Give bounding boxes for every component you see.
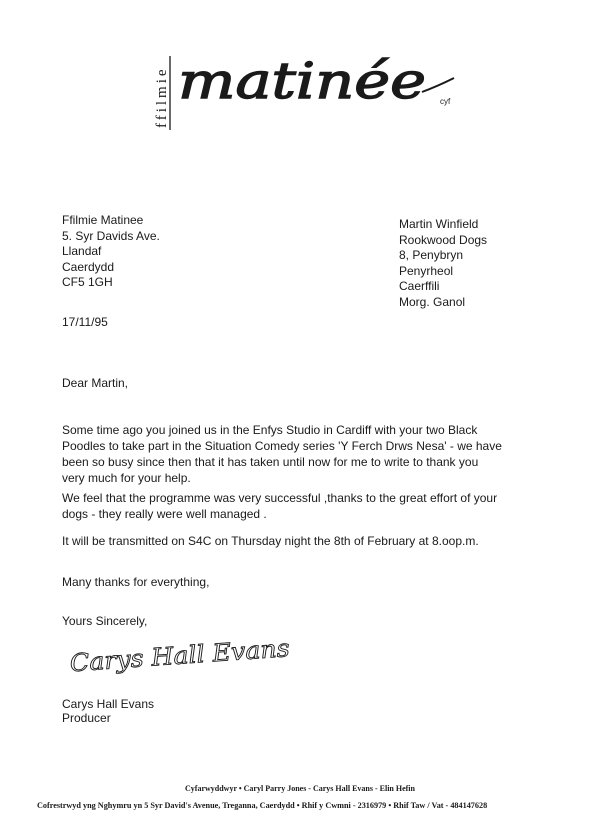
signatory-block [62, 697, 154, 725]
thanks-line: Many thanks for everything, [62, 575, 210, 589]
paragraph-line: We feel that the programme was very successful ,thanks to the great effort of your [62, 491, 498, 505]
footer-directors: Cyfarwyddwyr • Caryl Parry Jones - Carys Hall Evans - Elin Hefin [185, 784, 415, 793]
sender-line: Llandaf [62, 244, 102, 258]
paragraph-line: Some time ago you joined us in the Enfys Studio in Cardiff with your two Black [62, 423, 478, 437]
recipient-line: Morg. Ganol [399, 294, 466, 309]
salutation: Dear Martin, [62, 376, 129, 390]
recipient-line: Rookwood Dogs [399, 232, 488, 247]
paragraph-line: dogs - they really were well managed . [62, 507, 267, 521]
sender-line: 5. Syr Davids Ave. [62, 228, 160, 243]
recipient-line: Caerffili [399, 279, 440, 293]
sender-address [62, 213, 160, 291]
recipient-line: Penyrheol [399, 263, 454, 278]
letterhead-suffix: cyf [440, 97, 451, 106]
footer-registration: Cofrestrwyd yng Nghymru yn 5 Syr David's Avenue, Treganna, Caerdydd • Rhif y Cwmni - 2316979 • Rhif Taw / Vat - 484147628 [37, 801, 488, 810]
handwritten-signature [66, 630, 306, 678]
sender-line: Ffilmie Matinee [62, 213, 144, 227]
recipient-address [399, 217, 487, 310]
signature-text: Carys Hall Evans [69, 634, 280, 678]
letterhead-side-text: ffilmie [154, 66, 170, 128]
signatory-name: Carys Hall Evans [62, 697, 155, 711]
letterhead-logo-text: matinée [178, 52, 426, 110]
sender-line: CF5 1GH [62, 275, 113, 289]
paragraph-line: Poodles to take part in the Situation Comedy series 'Y Ferch Drws Nesa' - we have [62, 439, 502, 453]
recipient-line: Martin Winfield [399, 217, 479, 231]
body-paragraph-3: It will be transmitted on S4C on Thursday night the 8th of February at 8.oop.m. [62, 534, 479, 548]
signatory-title: Producer [62, 711, 111, 725]
letterhead-logo [154, 42, 464, 134]
paragraph-line: been so busy since then that it has taken until now for me to write to thank you [62, 455, 479, 469]
recipient-line: 8, Penybryn [399, 248, 464, 262]
paragraph-line: very much for your help. [62, 471, 191, 485]
letter-date: 17/11/95 [62, 315, 108, 329]
body-paragraph-1 [62, 422, 502, 486]
sender-line: Caerdydd [62, 259, 115, 274]
body-paragraph-2 [62, 490, 497, 522]
closing: Yours Sincerely, [62, 614, 148, 628]
